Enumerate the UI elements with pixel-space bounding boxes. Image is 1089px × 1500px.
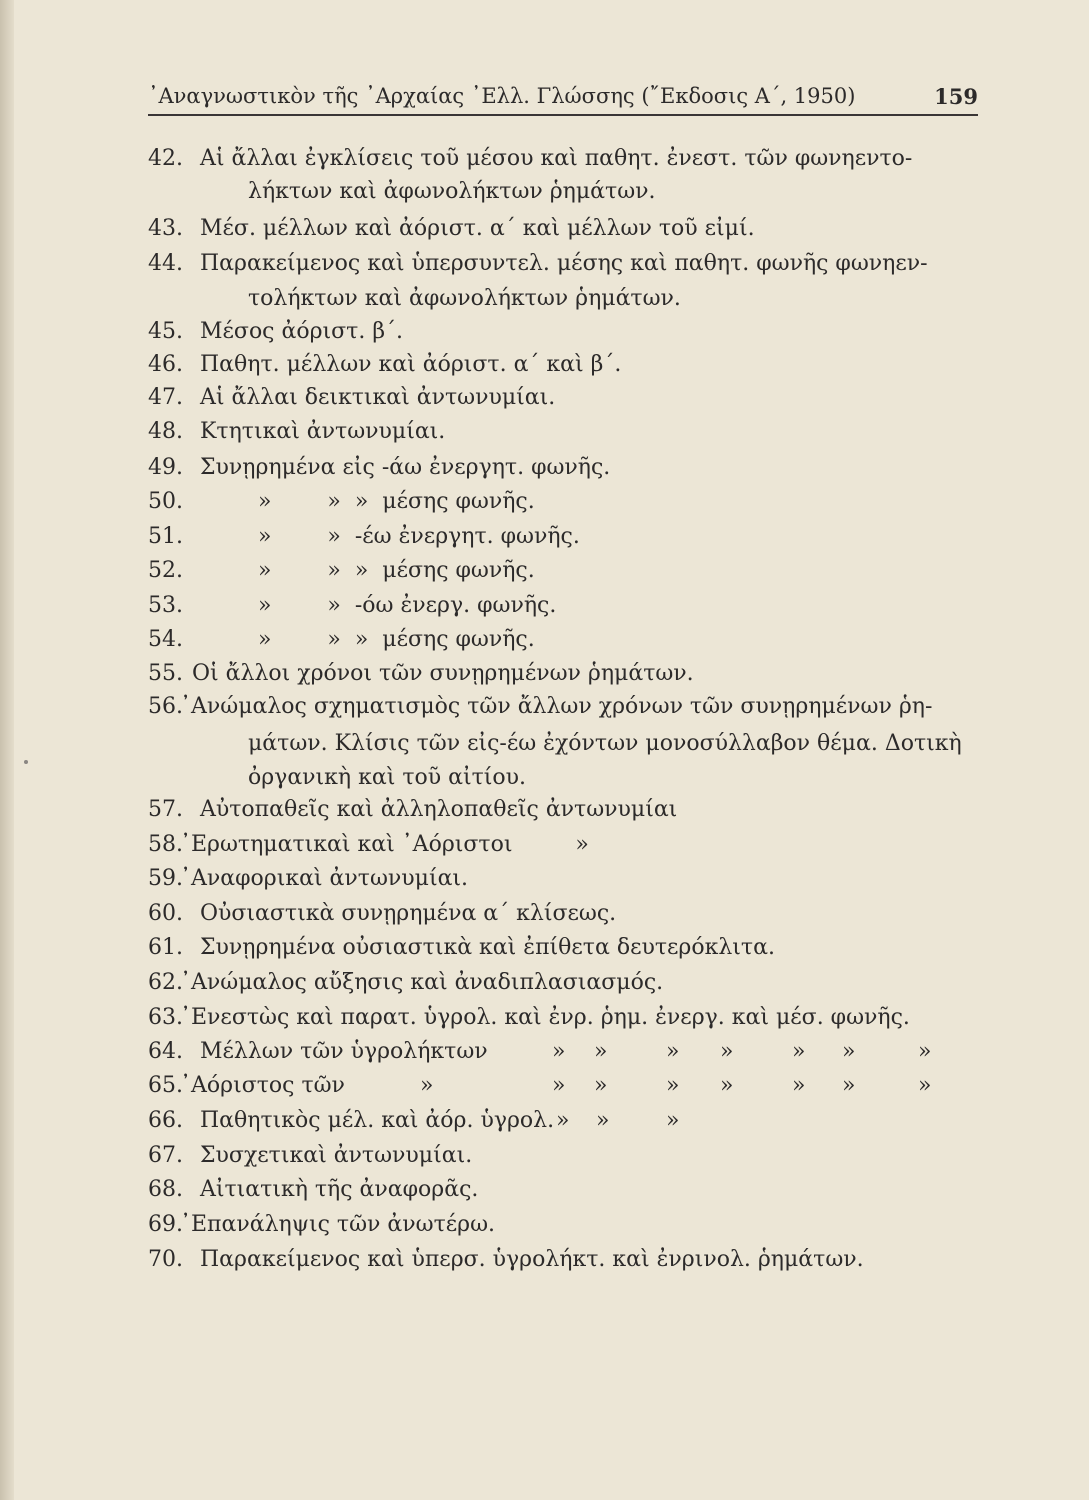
ditto-mark: » (666, 1108, 680, 1133)
ditto-mark: » (552, 1073, 566, 1098)
item-number: 63. (148, 1005, 183, 1030)
list-item (148, 212, 978, 246)
item-number: 50. (148, 489, 183, 514)
item-text: Συνῃρημένα εἰς -άω ἐνεργητ. φωνῆς. (200, 455, 611, 480)
item-text: » » -έω ἐνεργητ. φωνῆς. (258, 524, 580, 549)
item-text: » » » μέσης φωνῆς. (258, 489, 535, 514)
item-text: Αἰτιατικὴ τῆς ἀναφορᾶς. (200, 1177, 479, 1202)
item-number: 47. (148, 385, 183, 410)
list-item (148, 451, 978, 485)
page-binding-edge (0, 0, 14, 1500)
item-number: 48. (148, 419, 183, 444)
list-item (148, 589, 978, 623)
ditto-mark: » (552, 1039, 566, 1064)
item-number: 60. (148, 901, 183, 926)
item-text: Συνῃρημένα οὐσιαστικὰ καὶ ἐπίθετα δευτερόκλιτα. (200, 935, 775, 960)
list-item (148, 862, 978, 896)
list-item (148, 657, 978, 691)
list-item (148, 793, 978, 827)
list-item (148, 828, 978, 862)
item-text: Παρακείμενος καὶ ὑπερσ. ὑγρολήκτ. καὶ ἐνρινολ. ῥημάτων. (200, 1247, 864, 1272)
ditto-mark: » (792, 1073, 806, 1098)
item-text: Μέλλων τῶν ὑγρολήκτων (200, 1039, 488, 1064)
item-text: Οἱ ἄλλοι χρόνοι τῶν συνῃρημένων ῥημάτων. (192, 661, 694, 686)
item-continuation: λήκτων καὶ ἀφωνολήκτων ῥημάτων. (248, 179, 656, 204)
list-item (148, 623, 978, 657)
item-text: ᾿Ανώμαλος σχηματισμὸς τῶν ἄλλων χρόνων τῶν συνῃρημένων ῥη- (180, 694, 933, 719)
list-item (148, 1069, 978, 1103)
ditto-mark: » (420, 1073, 434, 1098)
item-number: 58. (148, 832, 183, 857)
item-number: 42. (148, 146, 183, 171)
list-item (148, 1208, 978, 1242)
item-number: 43. (148, 216, 183, 241)
item-text: Μέσ. μέλλων καὶ ἀόριστ. α΄ καὶ μέλλων τοῦ εἰμί. (200, 216, 755, 241)
item-number: 70. (148, 1247, 183, 1272)
item-number: 64. (148, 1039, 183, 1064)
item-number: 52. (148, 558, 183, 583)
item-number: 61. (148, 935, 183, 960)
page-number: 159 (934, 84, 978, 109)
item-number: 57. (148, 797, 183, 822)
list-item (148, 1173, 978, 1207)
item-number: 59. (148, 866, 183, 891)
list-item (148, 485, 978, 519)
item-text: Συσχετικαὶ ἀντωνυμίαι. (200, 1143, 473, 1168)
running-header (148, 84, 978, 116)
item-number: 69. (148, 1212, 183, 1237)
list-item (148, 415, 978, 449)
ditto-mark: » (720, 1073, 734, 1098)
item-continuation: τολήκτων καὶ ἀφωνολήκτων ῥημάτων. (248, 286, 681, 311)
item-text: Κτητικαὶ ἀντωνυμίαι. (200, 419, 446, 444)
ditto-mark: » (792, 1039, 806, 1064)
list-item (148, 966, 978, 1000)
item-text: Παρακείμενος καὶ ὑπερσυντελ. μέσης καὶ παθητ. φωνῆς φωνηεν- (200, 251, 928, 276)
list-item (148, 315, 978, 349)
ditto-mark: » (666, 1039, 680, 1064)
item-continuation: μάτων. Κλίσις τῶν εἰς-έω ἐχόντων μονοσύλλαβον θέμα. Δοτικὴ (248, 731, 962, 756)
list-item (148, 1001, 978, 1035)
item-text: ᾿Ενεστὼς καὶ παρατ. ὑγρολ. καὶ ἐνρ. ῥημ. ἐνεργ. καὶ μέσ. φωνῆς. (180, 1005, 910, 1030)
ditto-mark: » (666, 1073, 680, 1098)
list-item (148, 554, 978, 588)
item-text: Παθητ. μέλλων καὶ ἀόριστ. α΄ καὶ β΄. (200, 352, 622, 377)
item-number: 44. (148, 251, 183, 276)
item-number: 51. (148, 524, 183, 549)
item-number: 56. (148, 694, 183, 719)
item-text: Παθητικὸς μέλ. καὶ ἀόρ. ὑγρολ. (200, 1108, 555, 1133)
list-item (148, 1139, 978, 1173)
item-text: ᾿Αναφορικαὶ ἀντωνυμίαι. (180, 866, 469, 891)
item-text: » » -όω ἐνεργ. φωνῆς. (258, 593, 557, 618)
item-number: 68. (148, 1177, 183, 1202)
item-continuation: ὀργανικὴ καὶ τοῦ αἰτίου. (248, 765, 527, 790)
list-item (148, 931, 978, 965)
item-text: Αἱ ἄλλαι ἐγκλίσεις τοῦ μέσου καὶ παθητ. ἐνεστ. τῶν φωνηεντο- (200, 146, 913, 171)
ditto-mark: » (594, 1039, 608, 1064)
list-item (148, 142, 978, 176)
list-item (148, 247, 978, 281)
ditto-mark: » (594, 1073, 608, 1098)
list-item (148, 1243, 978, 1277)
list-item (148, 1104, 978, 1138)
list-item (148, 690, 978, 724)
item-text: ᾿Αόριστος τῶν (180, 1073, 345, 1098)
ditto-mark: » (918, 1039, 932, 1064)
item-number: 62. (148, 970, 183, 995)
list-item (148, 897, 978, 931)
item-number: 55. (148, 661, 183, 686)
ditto-mark: » (918, 1073, 932, 1098)
item-number: 45. (148, 319, 183, 344)
ditto-mark: » (842, 1073, 856, 1098)
item-number: 65. (148, 1073, 183, 1098)
list-item (148, 348, 978, 382)
item-number: 54. (148, 627, 183, 652)
item-text: Αἱ ἄλλαι δεικτικαὶ ἀντωνυμίαι. (200, 385, 556, 410)
item-text: Μέσος ἀόριστ. β΄. (200, 319, 404, 344)
item-text: » » » μέσης φωνῆς. (258, 627, 535, 652)
item-number: 53. (148, 593, 183, 618)
item-text: ᾿Ερωτηματικαὶ καὶ ᾿Αόριστοι » (180, 832, 589, 857)
item-text: » » » μέσης φωνῆς. (258, 558, 535, 583)
paper-smudge (24, 760, 28, 764)
header-title: ᾿Αναγνωστικὸν τῆς ᾿Αρχαίας ᾿Ελλ. Γλώσσης (῎Εκδοσις Α΄, 1950) (148, 84, 856, 108)
item-text: Οὐσιαστικὰ συνῃρημένα α΄ κλίσεως. (200, 901, 617, 926)
item-number: 49. (148, 455, 183, 480)
list-item (148, 520, 978, 554)
item-number: 67. (148, 1143, 183, 1168)
ditto-mark: » (842, 1039, 856, 1064)
ditto-mark: » (720, 1039, 734, 1064)
ditto-mark: » (556, 1108, 570, 1133)
item-number: 66. (148, 1108, 183, 1133)
ditto-mark: » (596, 1108, 610, 1133)
item-text: Αὐτοπαθεῖς καὶ ἀλληλοπαθεῖς ἀντωνυμίαι (200, 797, 678, 822)
list-item (148, 1035, 978, 1069)
item-number: 46. (148, 352, 183, 377)
item-text: ᾿Επανάληψις τῶν ἀνωτέρω. (180, 1212, 496, 1237)
item-text: ᾿Ανώμαλος αὔξησις καὶ ἀναδιπλασιασμός. (180, 970, 664, 995)
list-item (148, 381, 978, 415)
